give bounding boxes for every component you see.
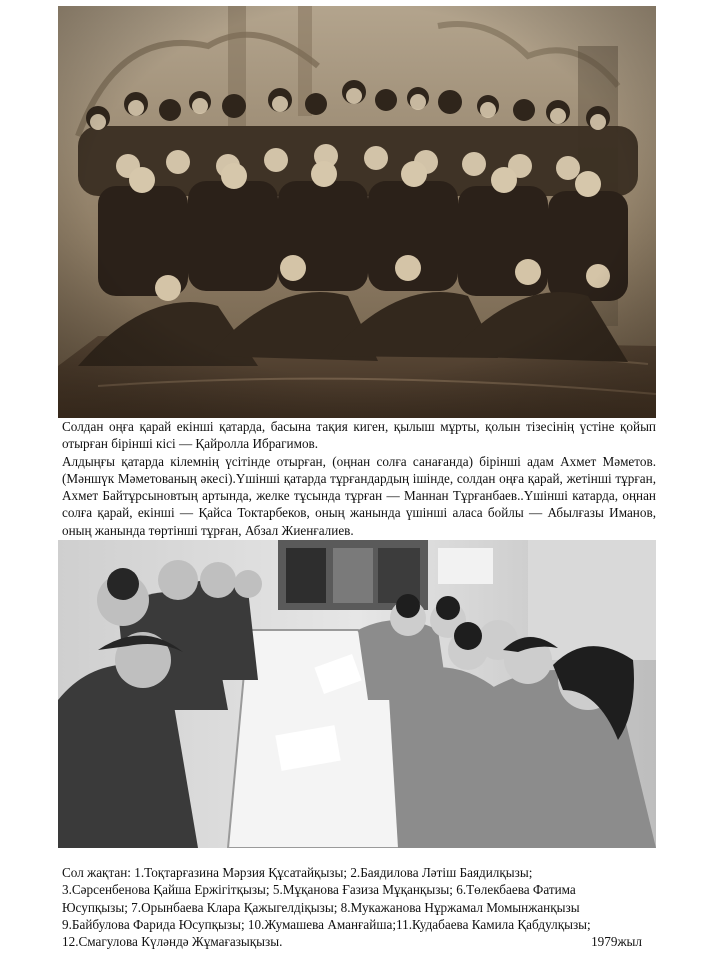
caption-names-end: 12.Смагулова Күләндә Жұмағазықызы.: [62, 934, 283, 950]
caption-line-4: 9.Байбулова Фарида Юсупқызы; 10.Жумашева Аманғайша;11.Кудабаева Камила Қабдулқызы;: [62, 916, 591, 932]
caption-line-3: Юсупқызы; 7.Орынбаева Клара Қажыгелдіқызы; 8.Мукажанова Нұржамал Момынжанқызы: [62, 899, 580, 915]
caption-line-1: Сол жақтан: 1.Тоқтарғазина Мәрзия Құсатайқызы; 2.Баядилова Ләтіш Баядилқызы;: [62, 865, 533, 880]
portrait-caption: [62, 418, 656, 539]
meeting-photo: [58, 540, 656, 848]
group-portrait-photo: [58, 6, 656, 418]
meeting-caption: [62, 864, 656, 950]
caption-paragraph-1: Солдан оңға қарай екінші қатарда, басына тақия киген, қылыш мұрты, қолын тізесінің үстіне қойып отырған бірінші кісі — Қайролла Ибрагимов.: [62, 419, 656, 452]
caption-line-5: [62, 933, 656, 950]
meeting-image: [58, 540, 656, 848]
caption-line-2: 3.Сәрсенбенова Қайша Ержігітқызы; 5.Мұқанова Ғазиза Мұқанқызы; 6.Төлекбаева Фатима: [62, 882, 576, 898]
group-portrait-image: [58, 6, 656, 418]
caption-year: 1979жыл: [591, 934, 642, 950]
caption-paragraph-2: Алдыңғы қатарда кілемнің үсітінде отырған, (оңнан солға санағанда) бірінші адам Ахмет Мәметов.(Мәншүк Мәметованың әкесі).Үшінші қатарда тұрғандардың ішінде, солдан оңға қарай, жетінші тұрған, Ахмет Байтұрсыновтың артында, желке тұсында тұрған — Маннан Тұрғанбаев..Үшінші катарда, оңнан солға қарай, екінші — Қайса Токтарбеков, оның жанында үшінші алаcа бойлы — Абылғазы Иманов, оның жанында төртінші тұрған, Абзал Жиенғалиев.: [62, 453, 656, 538]
